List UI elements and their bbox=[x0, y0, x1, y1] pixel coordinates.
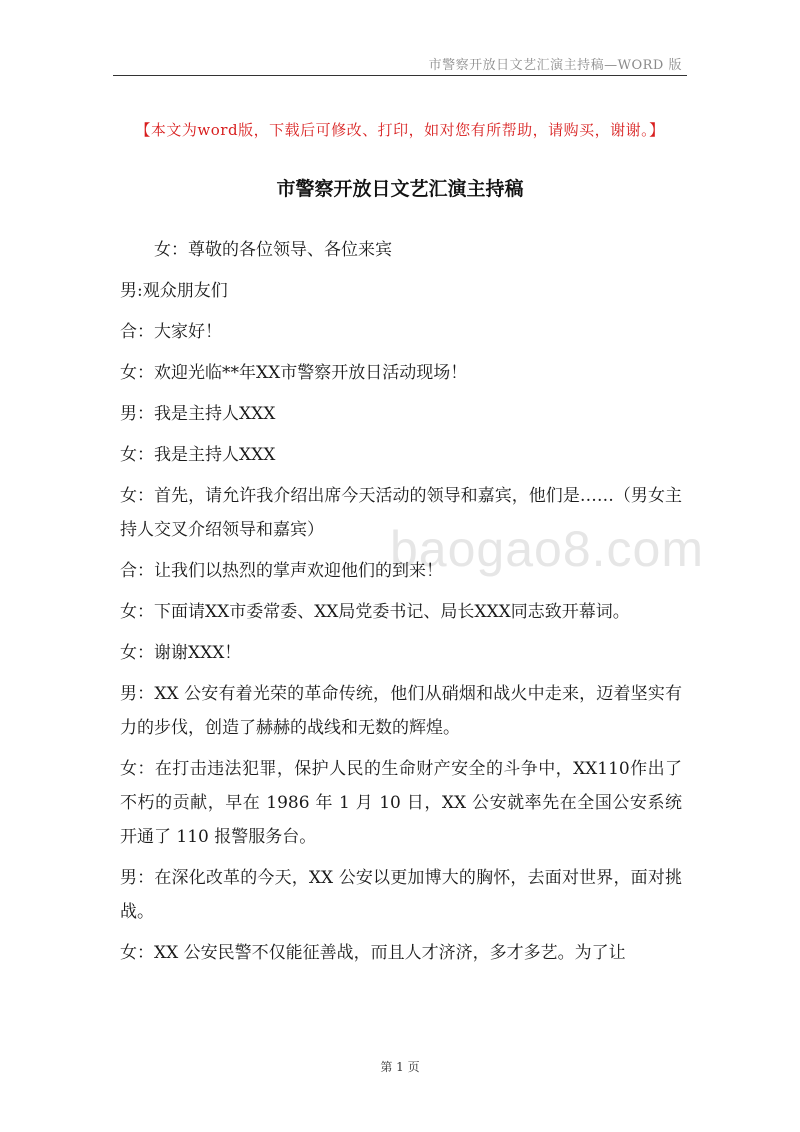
header-divider bbox=[113, 75, 687, 76]
paragraph: 女：谢谢XXX！ bbox=[120, 643, 242, 663]
paragraph: 合：大家好！ bbox=[120, 322, 222, 342]
watermark: baogao8.com bbox=[390, 521, 705, 577]
page-number: 第 1 页 bbox=[380, 1060, 420, 1074]
purchase-notice: 【本文为word版，下载后可修改、打印，如对您有所帮助，请购买，谢谢。】 bbox=[135, 121, 665, 139]
paragraph: 男：我是主持人XXX bbox=[120, 404, 276, 424]
paragraph: 男：在深化改革的今天，XX 公安以更加博大的胸怀，去面对世界，面对挑战。 bbox=[120, 868, 682, 922]
running-header: 市警察开放日文艺汇演主持稿—WORD 版 bbox=[428, 58, 682, 73]
paragraph: 女：首先，请允许我介绍出席今天活动的领导和嘉宾，他们是……（男女主持人交叉介绍领导和嘉宾） bbox=[120, 486, 682, 540]
document-title: 市警察开放日文艺汇演主持稿 bbox=[276, 178, 524, 200]
paragraph: 女：XX 公安民警不仅能征善战，而且人才济济，多才多艺。为了让 bbox=[120, 943, 626, 963]
paragraph: 女：尊敬的各位领导、各位来宾 bbox=[154, 240, 392, 260]
paragraph: 女：我是主持人XXX bbox=[120, 445, 276, 465]
paragraph: 女：欢迎光临**年XX市警察开放日活动现场！ bbox=[120, 363, 468, 383]
paragraph: 女：下面请XX市委常委、XX局党委书记、局长XXX同志致开幕词。 bbox=[120, 602, 630, 622]
document-body bbox=[120, 233, 682, 977]
paragraph: 男:观众朋友们 bbox=[120, 281, 228, 301]
paragraph: 男：XX 公安有着光荣的革命传统，他们从硝烟和战火中走来，迈着坚实有力的步伐，创造了赫赫的战线和无数的辉煌。 bbox=[120, 684, 682, 738]
paragraph: 女：在打击违法犯罪，保护人民的生命财产安全的斗争中，XX110作出了不朽的贡献，早在 1986 年 1 月 10 日，XX 公安就率先在全国公安系统开通了 110 报警服务台。 bbox=[120, 759, 682, 847]
paragraph: 合：让我们以热烈的掌声欢迎他们的到来！ bbox=[120, 561, 443, 581]
